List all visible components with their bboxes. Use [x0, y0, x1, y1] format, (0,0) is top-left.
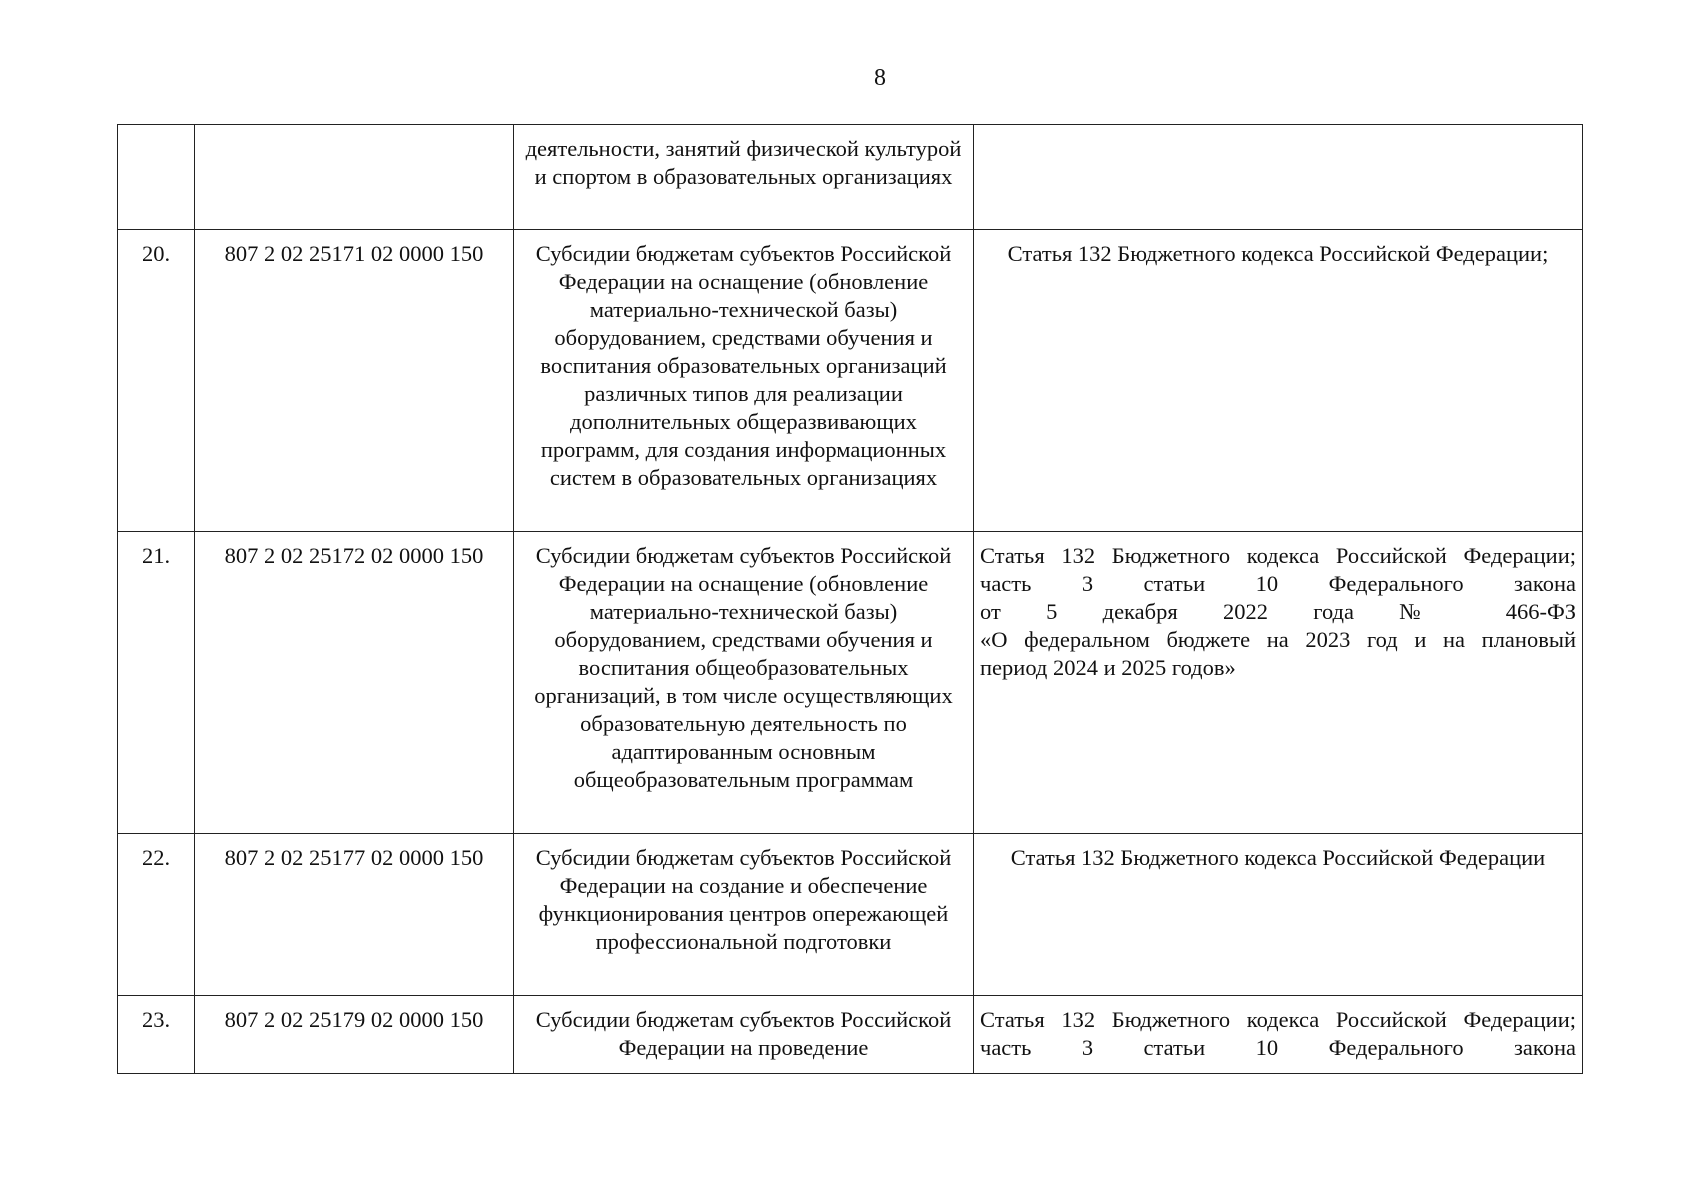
- legal-basis-line: от 5 декабря 2022 года № 466-ФЗ: [980, 599, 1576, 624]
- legal-basis: [974, 532, 1583, 834]
- legal-basis: [974, 125, 1583, 230]
- revenue-name: Субсидии бюджетам субъектов Российской Федерации на оснащение (обновление материально-технической базы) оборудованием, средствами обучения и воспитания образовательных организаций различных типов для реализации дополнительных общеразвивающих программ, для создания информационных систем в образовательных организациях: [514, 230, 974, 532]
- budget-classification-code: 807 2 02 25172 02 0000 150: [195, 532, 514, 834]
- legal-basis-line: часть 3 статьи 10 Федерального закона: [980, 1035, 1576, 1060]
- revenue-name: Субсидии бюджетам субъектов Российской Федерации на проведение: [514, 996, 974, 1074]
- page-number: 8: [874, 65, 886, 91]
- legal-basis-line: «О федеральном бюджете на 2023 год и на плановый: [980, 627, 1576, 652]
- budget-codes-table: [117, 124, 1583, 1074]
- budget-classification-code: 807 2 02 25177 02 0000 150: [195, 834, 514, 996]
- legal-basis: [974, 230, 1583, 532]
- budget-classification-code: 807 2 02 25171 02 0000 150: [195, 230, 514, 532]
- budget-classification-code: [195, 125, 514, 230]
- row-number: 22.: [118, 834, 195, 996]
- revenue-name: Субсидии бюджетам субъектов Российской Федерации на создание и обеспечение функционирования центров опережающей профессиональной подготовки: [514, 834, 974, 996]
- revenue-name: деятельности, занятий физической культурой и спортом в образовательных организациях: [514, 125, 974, 230]
- row-number: [118, 125, 195, 230]
- legal-basis: [974, 834, 1583, 996]
- legal-basis-line: Статья 132 Бюджетного кодекса Российской Федерации;: [980, 1007, 1576, 1032]
- table-row: [118, 125, 1583, 230]
- legal-basis-line: часть 3 статьи 10 Федерального закона: [980, 571, 1576, 596]
- row-number: 23.: [118, 996, 195, 1074]
- row-number: 20.: [118, 230, 195, 532]
- legal-basis-line: период 2024 и 2025 годов»: [980, 655, 1236, 680]
- revenue-name: Субсидии бюджетам субъектов Российской Федерации на оснащение (обновление материально-технической базы) оборудованием, средствами обучения и воспитания общеобразовательных организаций, в том числе осуществляющих образовательную деятельность по адаптированным основным общеобразовательным программам: [514, 532, 974, 834]
- row-number: 21.: [118, 532, 195, 834]
- table-row: [118, 834, 1583, 996]
- table-row: [118, 230, 1583, 532]
- legal-basis-line: Статья 132 Бюджетного кодекса Российской Федерации;: [980, 543, 1576, 568]
- table-row: [118, 532, 1583, 834]
- table-row: [118, 996, 1583, 1074]
- legal-basis-line: Статья 132 Бюджетного кодекса Российской Федерации;: [1007, 241, 1549, 266]
- legal-basis: [974, 996, 1583, 1074]
- legal-basis-line: Статья 132 Бюджетного кодекса Российской Федерации: [1010, 845, 1546, 870]
- budget-classification-code: 807 2 02 25179 02 0000 150: [195, 996, 514, 1074]
